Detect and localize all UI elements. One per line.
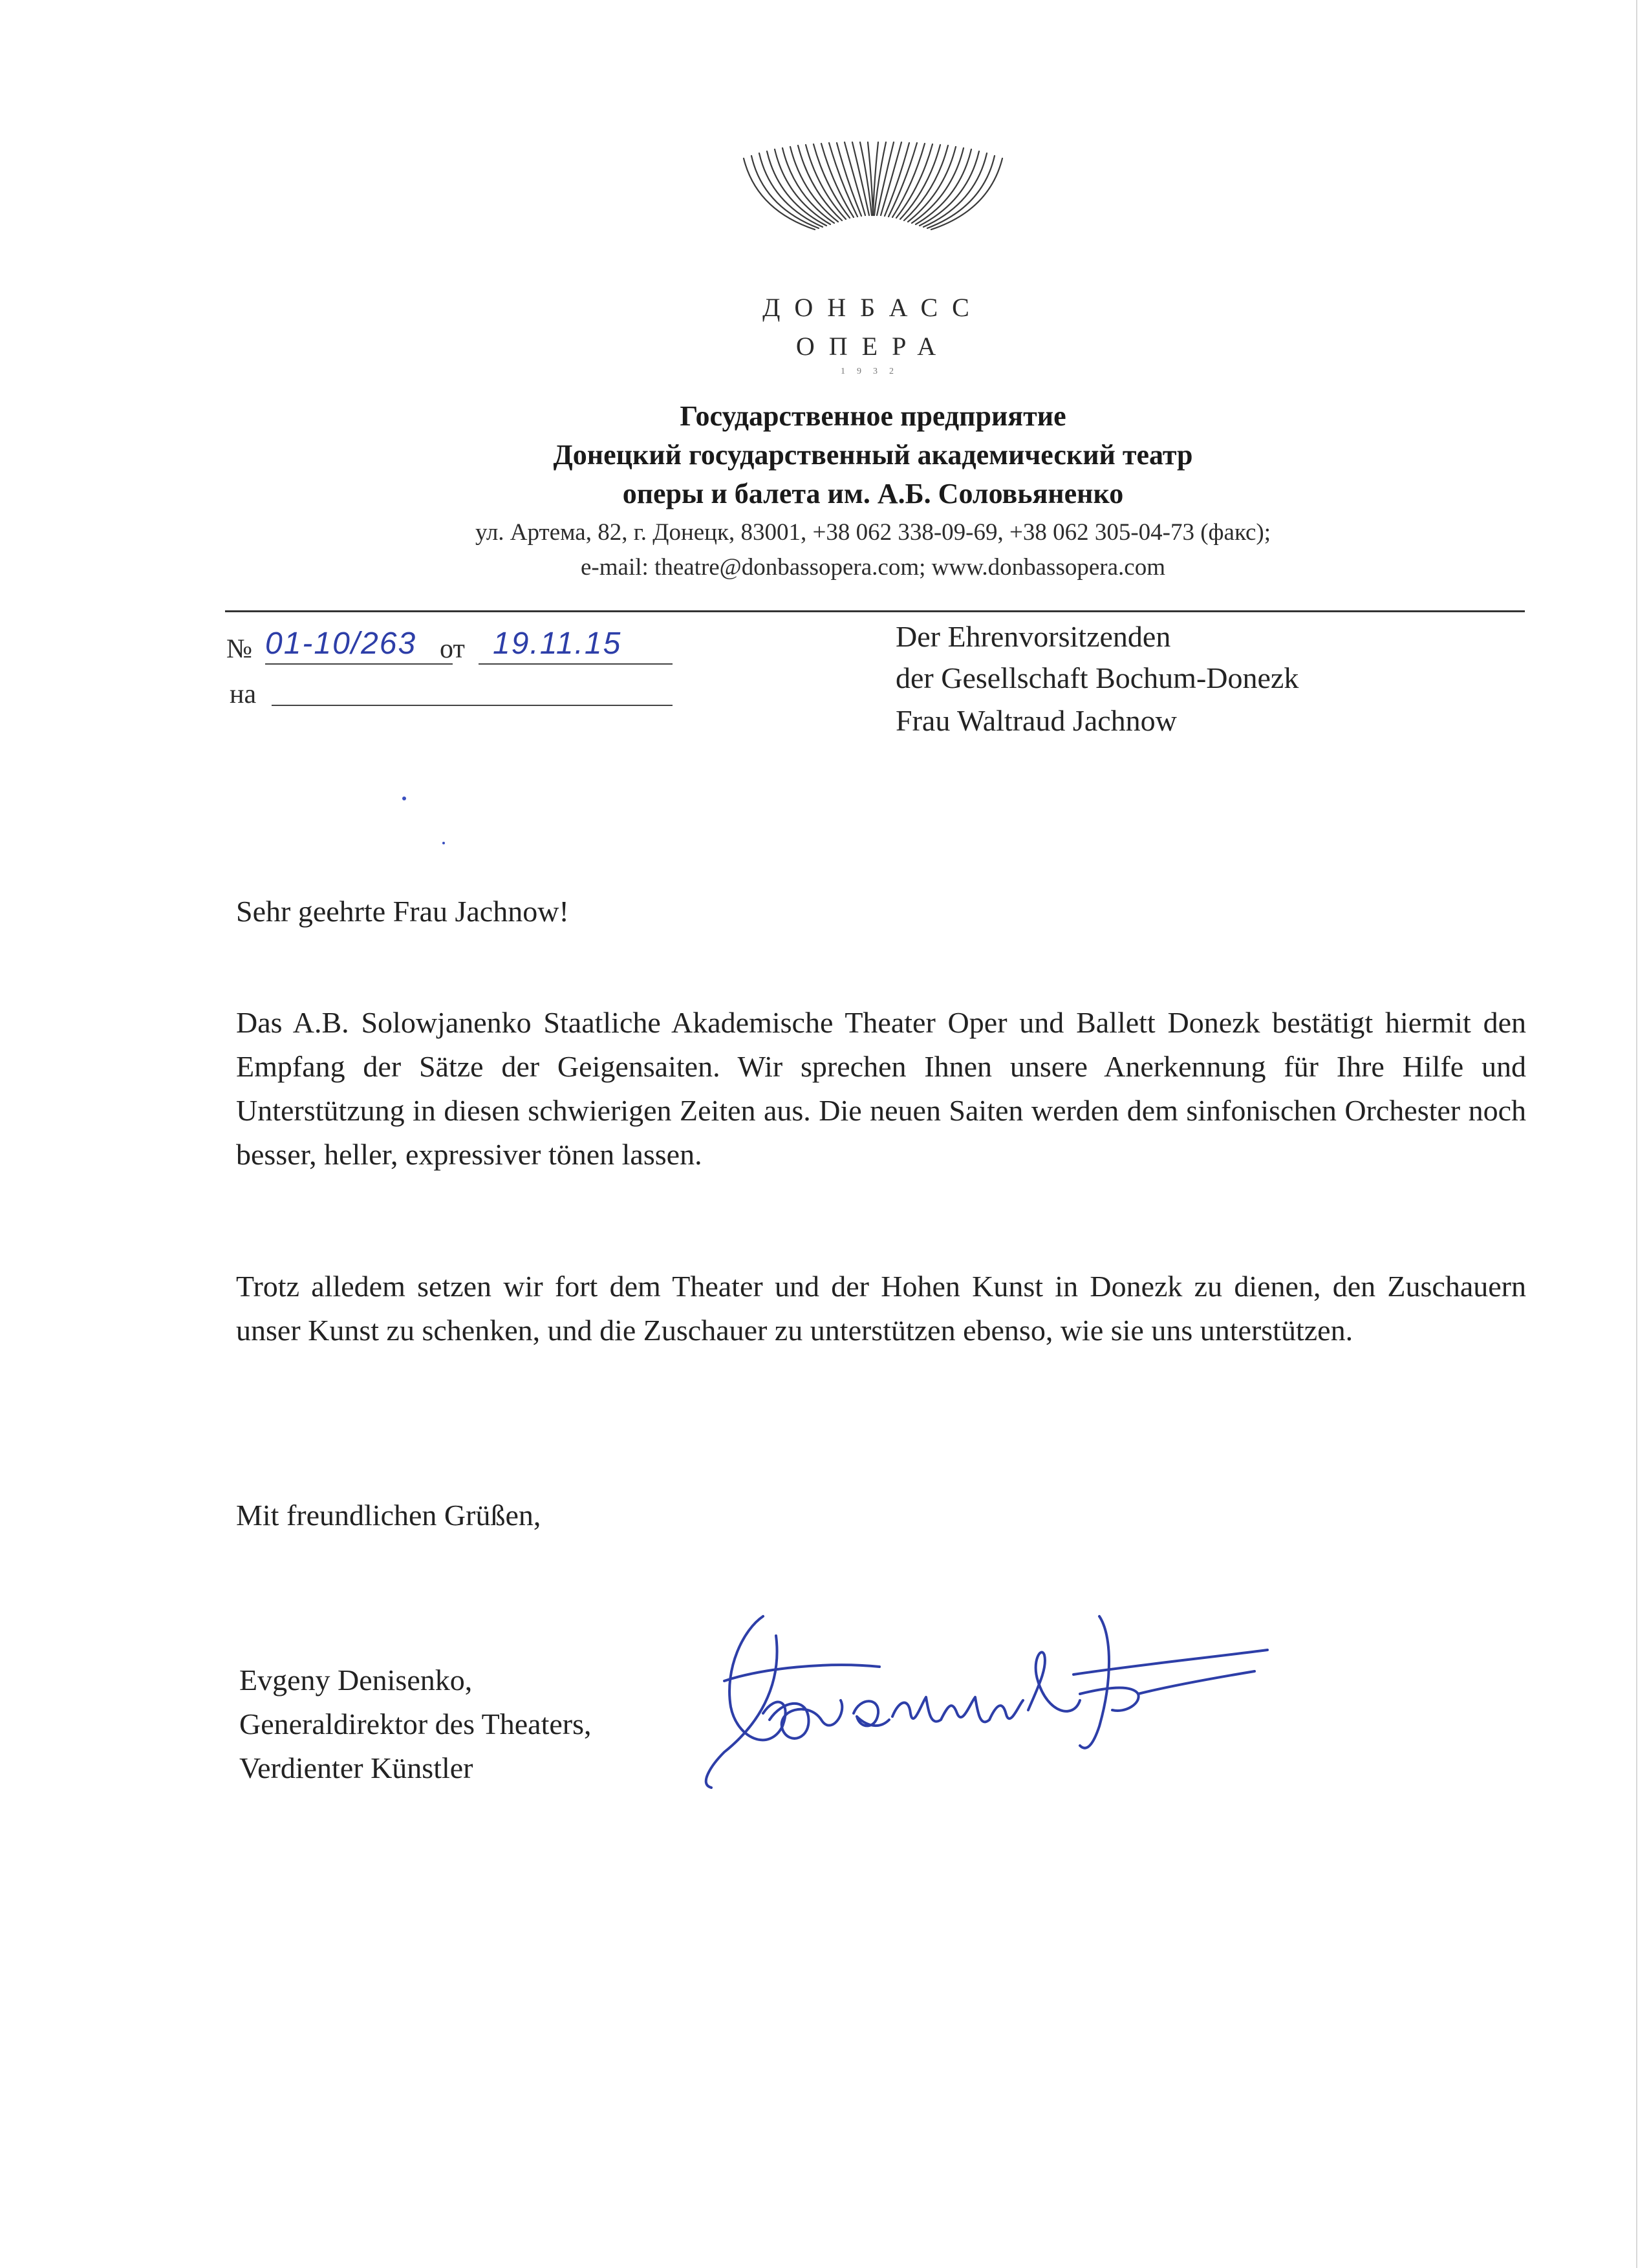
header-contacts: e-mail: theatre@donbassopera.com; www.donbassopera.com [581,554,1165,581]
ink-dot [402,797,406,800]
signatory-honor: Verdienter Künstler [239,1751,473,1784]
ref-number-underline [265,663,453,665]
addressee-line-2: der Gesellschaft Bochum-Donezk [896,661,1299,694]
header-theatre-name-cont: оперы и балета им. А.Б. Соловьяненко [622,478,1124,509]
ref-date-handwritten: 19.11.15 [493,626,622,661]
ref-to-label: на [230,679,257,709]
ref-number-label: № [226,634,253,664]
letter-greeting: Sehr geehrte Frau Jachnow! [236,895,569,928]
ref-to-underline [272,705,673,706]
header-address: ул. Артема, 82, г. Донецк, 83001, +38 062 338-09-69, +38 062 305-04-73 (факс); [475,519,1271,546]
header-enterprise-line: Государственное предприятие [680,400,1066,432]
header-theatre-name: Донецкий государственный академический театр [553,439,1193,471]
ref-date-label: от [440,634,465,664]
signatory-title: Generaldirektor des Theaters, [239,1707,592,1740]
logo-text-donbass: ДОНБАСС [762,293,984,322]
ink-dot [442,842,445,844]
logo-year: 1932 [841,367,905,376]
letter-paragraph-1: Das A.B. Solowjanenko Staatliche Akademische Theater Oper und Ballett Donezk bestätigt hiermit den Empfang der Sätze der Geigensaiten. Wir sprechen Ihnen unsere Anerkennung für Ihre Hilfe und Unterstützung in diesen schwierigen Zeiten aus. Die neuen Saiten werden dem sinfonischen Orchester noch besser, heller, expressiver tönen lassen. [236,1006,1526,1171]
handwritten-signature [685,1590,1293,1804]
page-edge-line [1636,0,1637,2268]
logo-text-opera: ОПЕРА [795,332,951,361]
letter-paragraph-2: Trotz alledem setzen wir fort dem Theater und der Hohen Kunst in Donezk zu dienen, den Zuschauern unser Kunst zu schenken, und die Zuschauer zu unterstützen ebenso, wie sie uns unterstützen. [236,1270,1526,1347]
addressee-line-1: Der Ehrenvorsitzenden [896,620,1171,653]
ref-date-underline [479,663,673,665]
addressee-line-3: Frau Waltraud Jachnow [896,704,1177,737]
signatory-name: Evgeny Denisenko, [239,1664,473,1696]
letter-closing: Mit freundlichen Grüßen, [236,1499,541,1532]
ref-number-handwritten: 01-10/263 [265,626,417,661]
donbass-opera-logo [737,139,1009,236]
header-divider [225,610,1525,612]
